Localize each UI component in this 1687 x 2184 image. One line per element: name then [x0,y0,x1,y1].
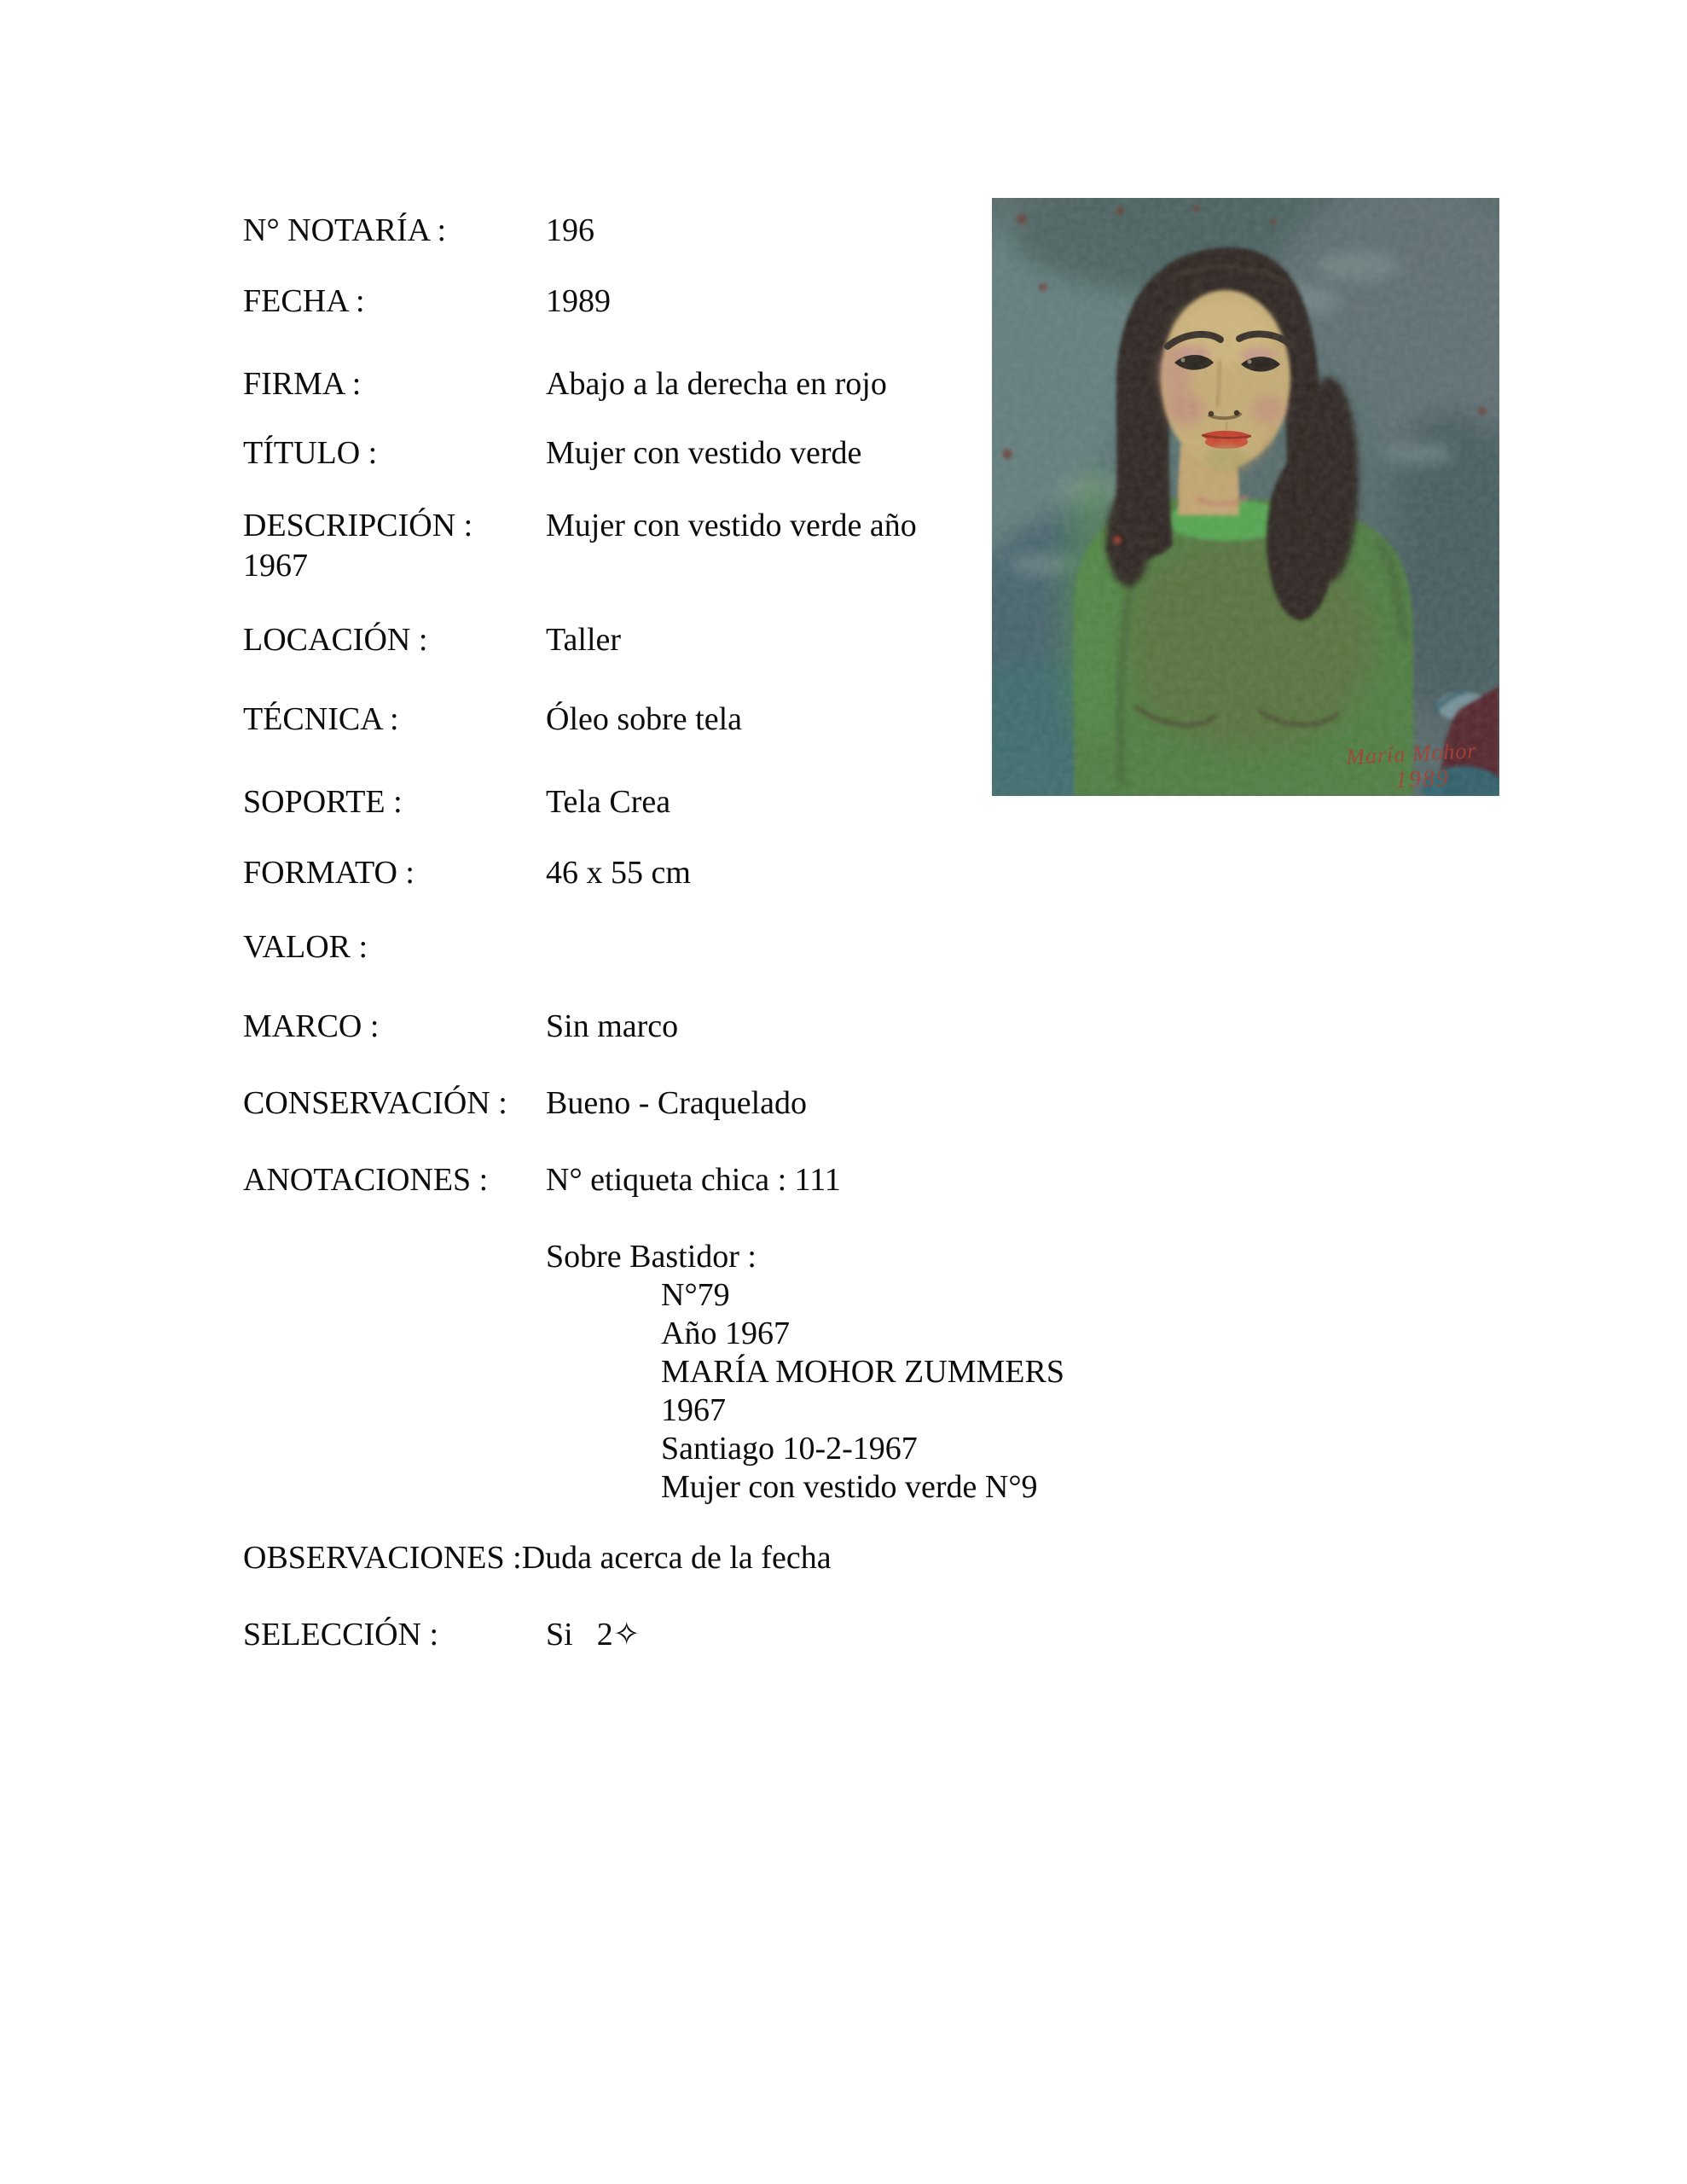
field-label-line2: 1967 [243,548,308,584]
field-row-anotaciones [243,1160,841,1200]
painting-image [992,198,1499,796]
seleccion-mark: 2✧ [596,1617,641,1653]
field-label-line1: DESCRIPCIÓN : [243,508,473,543]
field-value: Óleo sobre tela [546,701,743,737]
field-row-titulo [243,433,861,473]
field-value: Mujer con vestido verde año [546,508,917,543]
field-row-notaria [243,211,594,251]
field-row-seleccion [243,1615,641,1655]
field-label: LOCACIÓN : [243,622,428,658]
field-row-marco [243,1007,678,1047]
field-label: MARCO : [243,1008,380,1044]
field-label: TÉCNICA : [243,701,399,737]
field-value: Bueno - Craquelado [546,1085,808,1121]
field-label [243,506,546,586]
field-label: VALOR : [243,929,368,965]
bastidor-line: Mujer con vestido verde N°9 [661,1469,1038,1505]
field-label: SELECCIÓN : [243,1617,439,1653]
field-label: N° NOTARÍA : [243,212,447,248]
field-label: OBSERVACIONES : [243,1540,522,1576]
field-value: 196 [546,212,594,248]
field-value: 46 x 55 cm [546,855,691,891]
field-row-conservacion [243,1083,807,1124]
field-row-firma [243,364,887,404]
field-label: FIRMA : [243,366,362,402]
field-value: Tela Crea [546,784,671,820]
field-row-locacion [243,620,621,660]
field-value: Sin marco [546,1008,679,1044]
field-value: Duda acerca de la fecha [521,1540,832,1576]
field-value: 1989 [546,283,611,319]
painting-svg [992,198,1499,796]
field-value: Taller [546,622,622,658]
field-label: FECHA : [243,283,365,319]
field-row-tecnica [243,700,742,740]
painting-texture-overlay [992,198,1499,796]
field-label: SOPORTE : [243,784,403,820]
field-value: Mujer con vestido verde [546,435,862,471]
bastidor-line: Santiago 10-2-1967 [661,1431,918,1467]
field-row-formato [243,853,691,893]
seleccion-value: Si [546,1617,573,1653]
field-row-valor [243,927,546,967]
field-row-descripcion [243,506,917,586]
bastidor-line: Año 1967 [661,1316,790,1351]
field-label: CONSERVACIÓN : [243,1085,507,1121]
field-label: ANOTACIONES : [243,1162,489,1198]
field-label: TÍTULO : [243,435,378,471]
bastidor-lines [661,1276,1064,1507]
bastidor-line: 1967 [661,1392,726,1428]
field-row-observaciones [243,1538,832,1578]
field-value: Abajo a la derecha en rojo [546,366,887,402]
field-value: N° etiqueta chica : 111 [546,1162,841,1198]
field-value [546,1615,641,1655]
bastidor-line: MARÍA MOHOR ZUMMERS [661,1354,1064,1390]
bastidor-line: N°79 [661,1277,730,1313]
field-row-fecha [243,282,611,322]
bastidor-heading: Sobre Bastidor : [546,1239,757,1275]
field-label: FORMATO : [243,855,415,891]
field-row-soporte [243,782,670,822]
